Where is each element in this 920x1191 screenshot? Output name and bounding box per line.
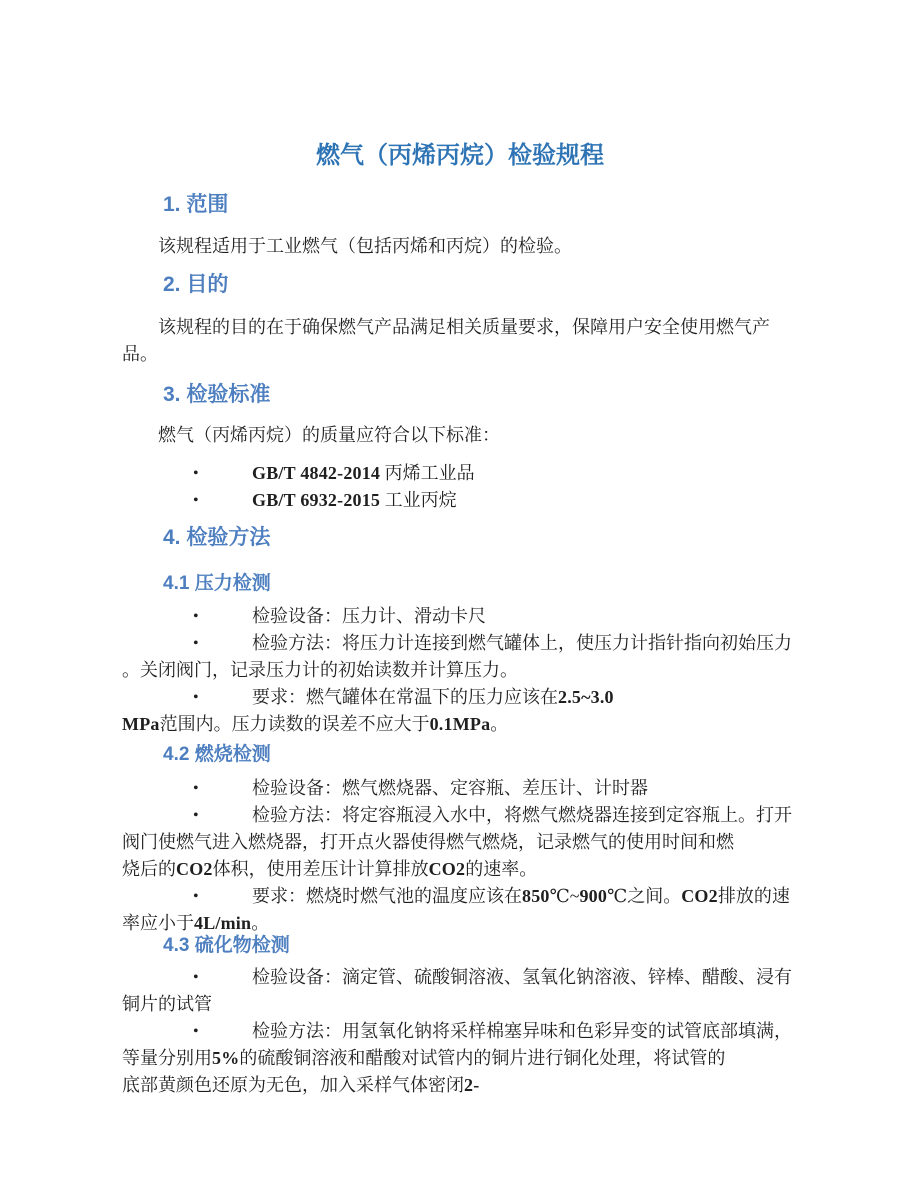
document-title: 燃气（丙烯丙烷）检验规程 (316, 142, 604, 169)
bullet-item-line: 底部黄颜色还原为无色，加入采样气体密闭2- (122, 1075, 480, 1095)
bullet-item-line: • GB/T 4842-2014 丙烯工业品 (122, 460, 880, 487)
bullet-icon: • (193, 635, 199, 652)
bullet-item-line: 阀门使燃气进入燃烧器，打开点火器使得燃气燃烧，记录燃气的使用时间和燃 (122, 832, 734, 852)
bullet-item-line: 烧后的CO2体积，使用差压计计算排放CO2的速率。 (122, 859, 538, 879)
bullet-item-line: • 检验方法：将压力计连接到燃气罐体上，使压力计指针指向初始压力 (122, 630, 880, 657)
latin-run: CO2 (176, 859, 213, 879)
latin-run: 5% (212, 1048, 240, 1068)
latin-run: GB/T (252, 490, 296, 510)
bullet-item-line: 。关闭阀门，记录压力计的初始读数并计算压力。 (122, 660, 518, 680)
bullet-icon: • (193, 608, 199, 625)
bullet-item-line: • 检验设备：燃气燃烧器、定容瓶、差压计、计时器 (122, 775, 880, 802)
latin-run: 0.1MPa (429, 714, 491, 734)
bullet-list (122, 775, 880, 937)
bullet-item-line: • 检验方法：用氢氧化钠将采样棉塞异味和色彩异变的试管底部填满， (122, 1018, 880, 1045)
subsection-heading: 4.1 压力检测 (163, 573, 271, 594)
bullet-item-line: 铜片的试管 (122, 994, 212, 1014)
bullet-item (122, 964, 880, 1018)
latin-run: 900 (579, 886, 608, 906)
paragraph-line: 该规程的目的在于确保燃气产品满足相关质量要求，保障用户安全使用燃气产 (158, 317, 770, 337)
latin-run: GB/T (252, 463, 296, 483)
bullet-item-line: • 检验设备：压力计、滑动卡尺 (122, 603, 880, 630)
section-heading: 2. 目的 (163, 273, 229, 296)
bullet-list (122, 460, 880, 514)
bullet-icon: • (193, 465, 199, 482)
bullet-item-line: • GB/T 6932-2015 工业丙烷 (122, 487, 880, 514)
section-heading: 1. 范围 (163, 193, 229, 216)
subsection-heading: 4.2 燃烧检测 (163, 744, 271, 765)
paragraph (122, 314, 880, 368)
latin-run: CO2 (681, 886, 718, 906)
paragraph (122, 422, 880, 449)
latin-run: 850 (522, 886, 550, 906)
paragraph-line: 品。 (122, 344, 158, 364)
bullet-item (122, 460, 880, 487)
bullet-item (122, 1018, 880, 1099)
bullet-icon: • (193, 888, 199, 905)
bullet-item-line: MPa范围内。压力读数的误差不应大于0.1MPa。 (122, 714, 509, 734)
bullet-icon: • (193, 492, 199, 509)
bullet-item (122, 775, 880, 802)
bullet-item (122, 883, 880, 937)
paragraph-line: 该规程适用于工业燃气（包括丙烯和丙烷）的检验。 (158, 236, 572, 256)
section-heading: 3. 检验标准 (163, 383, 271, 406)
subsection-heading: 4.3 硫化物检测 (163, 935, 290, 956)
bullet-item (122, 802, 880, 883)
bullet-list (122, 964, 880, 1099)
bullet-icon: • (193, 780, 199, 797)
bullet-item-line: 率应小于4L/min。 (122, 913, 270, 933)
latin-run: 4L/min (194, 913, 252, 933)
bullet-item (122, 684, 880, 738)
bullet-item-line: • 检验设备：滴定管、硫酸铜溶液、氢氧化钠溶液、锌棒、醋酸、浸有 (122, 964, 880, 991)
bullet-list (122, 603, 880, 738)
latin-run: 2- (464, 1075, 480, 1095)
bullet-item-line: • 要求：燃气罐体在常温下的压力应该在2.5~3.0 (122, 684, 880, 711)
bullet-icon: • (193, 1023, 199, 1040)
latin-run: CO2 (428, 859, 466, 879)
section-heading: 4. 检验方法 (163, 526, 271, 549)
bullet-item-line: • 检验方法：将定容瓶浸入水中，将燃气燃烧器连接到定容瓶上。打开 (122, 802, 880, 829)
bullet-icon: • (193, 807, 199, 824)
bullet-item (122, 630, 880, 684)
latin-run: 4842-2014 (300, 463, 381, 483)
latin-run: 2.5~3.0 (558, 687, 614, 707)
bullet-icon: • (193, 969, 199, 986)
bullet-icon: • (193, 689, 199, 706)
bullet-item-line: 等量分别用5%的硫酸铜溶液和醋酸对试管内的铜片进行铜化处理，将试管的 (122, 1048, 726, 1068)
paragraph (122, 233, 880, 260)
latin-run: 6932-2015 (300, 490, 381, 510)
bullet-item (122, 487, 880, 514)
paragraph-line: 燃气（丙烯丙烷）的质量应符合以下标准： (158, 425, 500, 445)
bullet-item (122, 603, 880, 630)
latin-run: MPa (122, 714, 160, 734)
bullet-item-line: • 要求：燃烧时燃气池的温度应该在850℃~900℃之间。CO2排放的速 (122, 883, 880, 910)
